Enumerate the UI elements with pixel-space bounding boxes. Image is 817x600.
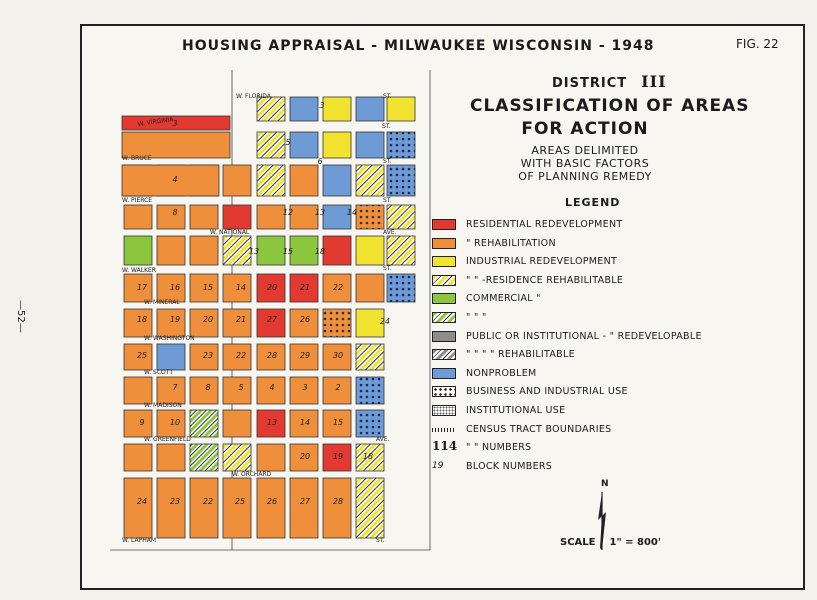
block-number: 20 bbox=[266, 283, 278, 292]
legend-label: COMMERCIAL " bbox=[466, 293, 541, 305]
block-number: 18 bbox=[136, 315, 148, 324]
block-number: 25 bbox=[136, 351, 148, 360]
block-number: 8 bbox=[172, 208, 178, 217]
block-number: 18 bbox=[314, 247, 326, 256]
block-number: 16 bbox=[169, 283, 181, 292]
block-number: 15 bbox=[202, 283, 214, 292]
map-block bbox=[290, 205, 318, 229]
map-block bbox=[323, 478, 351, 538]
block-number: 25 bbox=[234, 497, 246, 506]
block-number: 14 bbox=[346, 208, 358, 217]
legend-label: CENSUS TRACT BOUNDARIES bbox=[466, 423, 612, 435]
street-label-walker: W. WALKER bbox=[122, 267, 157, 274]
block-number: 5 bbox=[238, 383, 244, 392]
map-block bbox=[124, 236, 152, 265]
subtitle-line2: WITH BASIC FACTORS bbox=[520, 157, 650, 170]
map-block bbox=[124, 410, 152, 437]
block-number: 22 bbox=[235, 351, 247, 360]
district-heading bbox=[552, 72, 667, 91]
map-block bbox=[387, 165, 415, 196]
street-label-scott: W. SCOTT bbox=[144, 369, 174, 376]
block-number: 8 bbox=[205, 383, 211, 392]
district-number: III bbox=[641, 72, 667, 91]
block-number: 13 bbox=[314, 208, 326, 217]
block-number: 7 bbox=[172, 383, 178, 392]
block-number: 26 bbox=[299, 315, 311, 324]
block-number: 12 bbox=[282, 208, 294, 217]
legend-label: " REHABILITATION bbox=[466, 237, 556, 249]
block-number: 15 bbox=[332, 418, 344, 427]
classification-title-line1: CLASSIFICATION OF AREAS bbox=[470, 96, 750, 116]
map-block bbox=[190, 410, 218, 437]
block-number: 26 bbox=[266, 497, 278, 506]
map-block bbox=[356, 377, 384, 404]
map-block bbox=[356, 344, 384, 370]
map-block bbox=[157, 344, 185, 370]
street-label-florida-st: ST. bbox=[383, 93, 392, 100]
block-number: 24 bbox=[379, 317, 391, 326]
map-block bbox=[223, 478, 251, 538]
block-number: 10 bbox=[169, 418, 181, 427]
map-title: HOUSING APPRAISAL - MILWAUKEE WISCONSIN - 1948 bbox=[182, 38, 655, 54]
map-block bbox=[356, 410, 384, 437]
block-number: 27 bbox=[299, 497, 311, 506]
block-number: 28 bbox=[332, 497, 344, 506]
block-number: 23 bbox=[202, 351, 214, 360]
block-number: 6 bbox=[317, 157, 323, 166]
street-label-virginia: W. VIRGINIA bbox=[137, 116, 174, 128]
legend-swatch: 114 bbox=[432, 439, 458, 454]
block-number: 14 bbox=[299, 418, 311, 427]
street-label-lapham-st: ST. bbox=[376, 537, 385, 544]
legend-label: BUSINESS AND INDUSTRIAL USE bbox=[466, 386, 628, 398]
map-block bbox=[124, 205, 152, 229]
street-label-pierce: W. PIERCE bbox=[122, 197, 153, 204]
map-block bbox=[190, 478, 218, 538]
map-block bbox=[223, 444, 251, 471]
subtitle-line3: OF PLANNING REMEDY bbox=[518, 170, 652, 183]
map-block bbox=[157, 236, 185, 265]
map-block bbox=[257, 205, 285, 229]
block-number: 20 bbox=[202, 315, 214, 324]
street-label-national: W. NATIONAL bbox=[210, 229, 250, 236]
map-block bbox=[387, 274, 415, 302]
map-block bbox=[223, 377, 251, 404]
map-block bbox=[257, 97, 285, 121]
map-block bbox=[387, 236, 415, 265]
map-block bbox=[122, 165, 219, 196]
block-number: 15 bbox=[282, 247, 294, 256]
legend-label: INSTITUTIONAL USE bbox=[466, 405, 566, 416]
map-block bbox=[356, 97, 384, 121]
map-block bbox=[290, 97, 318, 121]
legend-label: NONPROBLEM bbox=[466, 367, 537, 379]
map-block bbox=[124, 444, 152, 471]
block-number: 2 bbox=[335, 383, 341, 392]
block-number: 29 bbox=[299, 351, 311, 360]
block-number: 5 bbox=[285, 138, 291, 147]
map-block bbox=[356, 274, 384, 302]
map-block bbox=[290, 478, 318, 538]
legend-label: " " NUMBERS bbox=[466, 442, 532, 454]
map-block bbox=[190, 444, 218, 471]
map-block bbox=[157, 377, 185, 404]
street-label-bruce-st: ST. bbox=[383, 158, 392, 165]
scale-value: 1" = 800' bbox=[609, 537, 661, 548]
street-label-lapham: W. LAPHAM bbox=[122, 537, 157, 544]
block-number: 22 bbox=[332, 283, 344, 292]
block-number: 21 bbox=[235, 315, 247, 324]
scale-label: SCALE bbox=[560, 537, 596, 548]
map-block bbox=[223, 205, 251, 229]
map-block bbox=[257, 165, 285, 196]
map-block bbox=[124, 377, 152, 404]
legend-label: " " -RESIDENCE REHABILITABLE bbox=[466, 274, 624, 286]
legend-label: RESIDENTIAL REDEVELOPMENT bbox=[466, 219, 623, 230]
map-block bbox=[323, 97, 351, 121]
map-block bbox=[387, 97, 415, 121]
street-label-greenfield: W. GREENFIELD bbox=[144, 436, 191, 443]
subtitle-line1: AREAS DELIMITED bbox=[531, 144, 639, 157]
block-number: 30 bbox=[332, 351, 344, 360]
block-number: 4 bbox=[172, 175, 178, 184]
figure-label: FIG. 22 bbox=[736, 37, 779, 51]
block-number: 23 bbox=[169, 497, 181, 506]
map-block bbox=[257, 444, 285, 471]
street-label-national-ave: AVE. bbox=[383, 229, 397, 236]
street-label-pierce-st: ST. bbox=[383, 197, 392, 204]
legend-title: LEGEND bbox=[565, 196, 621, 209]
map-block bbox=[290, 236, 318, 265]
map-block bbox=[387, 132, 415, 158]
street-label-madison: W. MADISON bbox=[144, 402, 182, 409]
street-label-washington: W. WASHINGTON bbox=[144, 335, 195, 342]
street-label-mineral: W. MINERAL bbox=[144, 299, 180, 306]
map-block bbox=[356, 478, 384, 538]
block-number: 18 bbox=[362, 452, 374, 461]
map-block bbox=[124, 478, 152, 538]
block-number: 27 bbox=[266, 315, 278, 324]
block-number: 22 bbox=[202, 497, 214, 506]
block-number: 14 bbox=[235, 283, 247, 292]
map-block bbox=[290, 132, 318, 158]
scale-bar bbox=[560, 537, 661, 548]
block-number: 3 bbox=[302, 383, 308, 392]
street-label-florida: W. FLORIDA bbox=[236, 93, 271, 100]
map-block bbox=[323, 309, 351, 337]
block-number: 13 bbox=[266, 418, 278, 427]
map-block bbox=[387, 205, 415, 229]
legend-label: INDUSTRIAL REDEVELOPMENT bbox=[466, 256, 618, 268]
map-block bbox=[356, 165, 384, 196]
map-block bbox=[257, 236, 285, 265]
street-label-greenfield-ave: AVE. bbox=[376, 436, 390, 443]
map-block bbox=[356, 205, 384, 229]
map-block bbox=[323, 132, 351, 158]
map-block bbox=[257, 478, 285, 538]
map-block bbox=[356, 236, 384, 265]
block-number: 28 bbox=[266, 351, 278, 360]
block-number: 20 bbox=[299, 452, 311, 461]
legend-swatch: 19 bbox=[432, 460, 444, 471]
map-block bbox=[290, 165, 318, 196]
page-number: —52— bbox=[15, 300, 26, 333]
map-block bbox=[356, 132, 384, 158]
block-number: 17 bbox=[136, 283, 148, 292]
map-block bbox=[323, 236, 351, 265]
legend-label: BLOCK NUMBERS bbox=[466, 460, 553, 472]
street-label-virginia-st: ST. bbox=[382, 123, 391, 130]
map-block bbox=[257, 132, 285, 158]
map-block bbox=[223, 165, 251, 196]
map-block bbox=[223, 410, 251, 437]
block-number: 4 bbox=[269, 383, 275, 392]
map-block bbox=[190, 205, 218, 229]
map-block bbox=[190, 236, 218, 265]
block-number: 3 bbox=[319, 101, 325, 110]
classification-title-line2: FOR ACTION bbox=[521, 119, 649, 139]
block-number: 19 bbox=[169, 315, 181, 324]
block-number: 19 bbox=[332, 452, 344, 461]
street-label-orchard: W. ORCHARD bbox=[232, 471, 272, 478]
block-number: 24 bbox=[136, 497, 148, 506]
map-block bbox=[223, 236, 251, 265]
district-label: DISTRICT bbox=[552, 76, 628, 91]
north-label: N bbox=[601, 479, 609, 489]
legend-label: " " " " REHABILITABLE bbox=[466, 349, 575, 361]
block-number: 21 bbox=[299, 283, 311, 292]
map-block bbox=[157, 205, 185, 229]
block-number: 3 bbox=[172, 119, 178, 128]
map-block bbox=[190, 377, 218, 404]
legend-label: PUBLIC OR INSTITUTIONAL - " REDEVELOPABLE bbox=[466, 330, 702, 342]
block-number: 9 bbox=[139, 418, 145, 427]
street-label-bruce: W. BRUCE bbox=[122, 155, 152, 162]
map-block bbox=[157, 444, 185, 471]
map-block bbox=[323, 165, 351, 196]
district-map bbox=[100, 64, 445, 556]
map-block bbox=[157, 478, 185, 538]
street-label-walker-st: ST. bbox=[383, 265, 392, 272]
block-number: 13 bbox=[248, 247, 260, 256]
legend-label: " " " bbox=[466, 312, 487, 323]
